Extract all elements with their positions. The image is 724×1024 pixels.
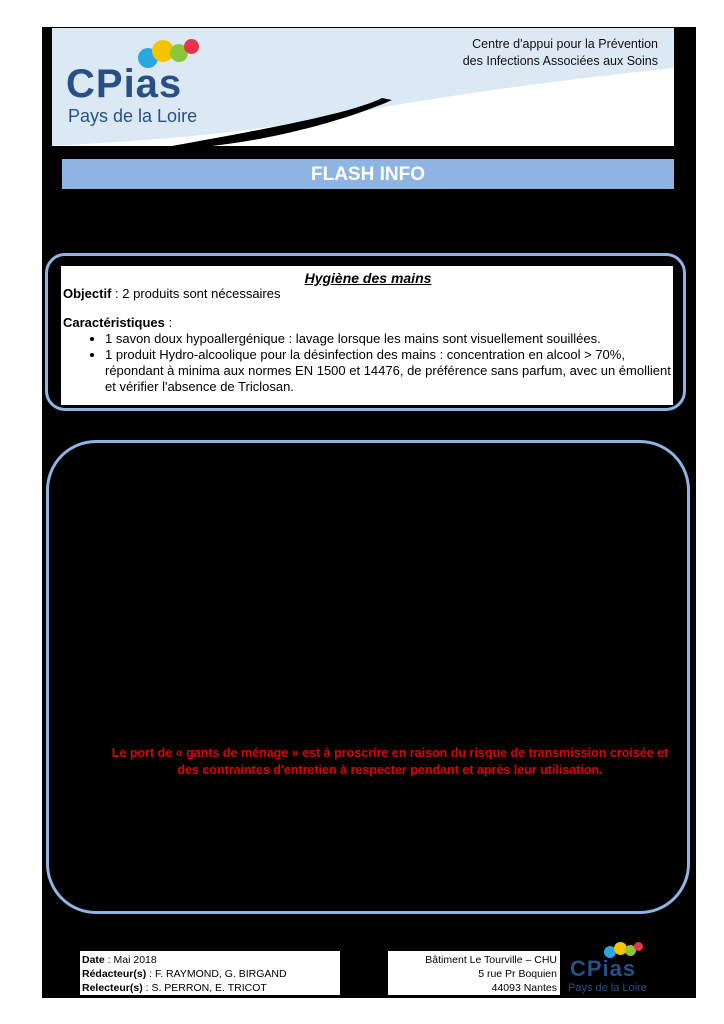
relecteur-value: : S. PERRON, E. TRICOT: [142, 982, 267, 994]
footer-logo-dot-red: [634, 942, 643, 951]
footer-cpias-logo: [562, 940, 662, 998]
list-item: • 1 produit Hydro-alcoolique pour la désinfection des mains : concentration en alcool > 70%, répondant à minima aux normes EN 1500 et 14476, de préférence sans parfum, avec un émollient et vérifier l'absence de Triclosan.: [105, 347, 673, 395]
caracteristiques-list: [63, 331, 673, 395]
address-line2: 5 rue Pr Boquien: [478, 968, 557, 980]
footer-credits: [80, 951, 340, 995]
date-line: [82, 953, 340, 967]
address-line3: 44093 Nantes: [491, 982, 557, 994]
objectif-line: [63, 286, 673, 302]
date-label: Date: [82, 954, 105, 966]
footer-logo-wordmark: CPias: [570, 956, 637, 981]
cpias-logo: [66, 36, 226, 136]
logo-subtitle: Pays de la Loire: [68, 106, 198, 126]
gloves-warning-text: Le port de « gants de ménage » est à proscrire en raison du risque de transmission croisée et des contraintes d'entretien à respecter pendant et après leur utilisation.: [111, 746, 669, 777]
relecteur-label: Relecteur(s): [82, 982, 143, 994]
caracteristiques-line: [63, 315, 673, 331]
hand-hygiene-section: [61, 266, 673, 405]
header-banner: [52, 28, 674, 146]
redacteur-value: : F. RAYMOND, G. BIRGAND: [146, 968, 287, 980]
organization-name-line2: des Infections Associées aux Soins: [462, 54, 658, 68]
caracteristiques-label: Caractéristiques: [63, 315, 165, 330]
organization-name: [463, 36, 658, 70]
objectif-text: : 2 produits sont nécessaires: [111, 286, 281, 301]
redacteur-line: [82, 967, 340, 981]
logo-wordmark: CPias: [66, 62, 183, 106]
date-value: : Mai 2018: [104, 954, 157, 966]
list-item: • 1 savon doux hypoallergénique : lavage lorsque les mains sont visuellement souillées.: [105, 331, 673, 347]
footer-address: [388, 951, 560, 995]
footer-logo-subtitle: Pays de la Loire: [568, 982, 647, 994]
address-line1: Bâtiment Le Tourville – CHU: [425, 954, 557, 966]
caracteristiques-colon: :: [164, 315, 173, 330]
section-title: Hygiène des mains: [304, 270, 432, 286]
flash-info-title: FLASH INFO: [62, 159, 674, 189]
organization-name-line1: Centre d'appui pour la Prévention: [472, 37, 658, 51]
gloves-frame: [46, 440, 690, 914]
redacteur-label: Rédacteur(s): [82, 968, 147, 980]
objectif-label: Objectif: [63, 286, 112, 301]
relecteur-line: [82, 981, 340, 995]
logo-dot-red: [184, 39, 199, 54]
